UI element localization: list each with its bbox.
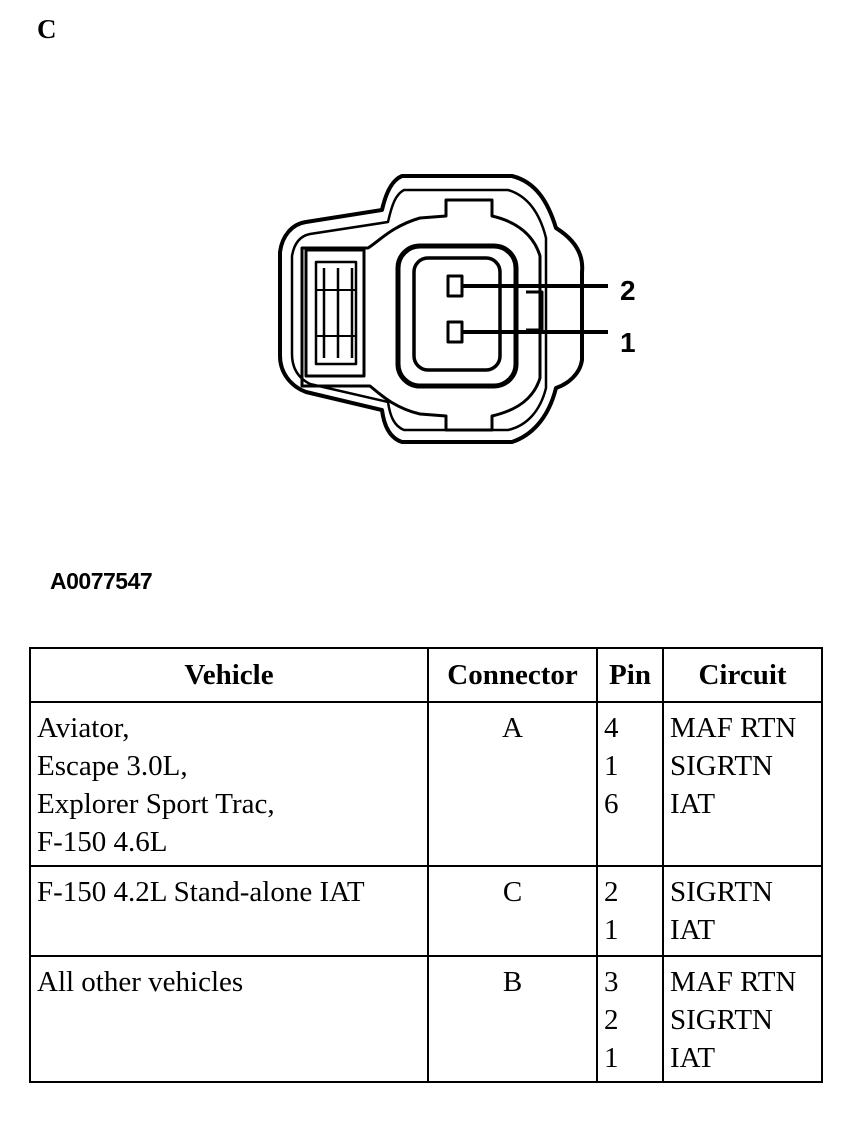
circuit-cell: [663, 702, 822, 866]
vehicle-line: Escape 3.0L,: [37, 750, 188, 782]
pin-number: 2: [604, 1004, 619, 1036]
vehicle-line: Aviator,: [37, 712, 130, 744]
vehicle-cell: [30, 702, 428, 866]
header-pin: Pin: [597, 648, 663, 702]
circuit-name: MAF RTN: [670, 712, 797, 744]
vehicle-line: All other vehicles: [37, 966, 244, 998]
table-row: [30, 866, 822, 956]
figure-id: A0077547: [50, 568, 153, 594]
connector-diagram: [0, 0, 864, 560]
circuit-cell: [663, 956, 822, 1082]
pin-number: 1: [604, 750, 619, 782]
pin-1-callout: 1: [620, 327, 636, 358]
vehicle-line: Explorer Sport Trac,: [37, 788, 275, 820]
circuit-name: MAF RTN: [670, 966, 797, 998]
pin-number: 3: [604, 966, 619, 998]
header-vehicle: Vehicle: [30, 648, 428, 702]
circuit-name: IAT: [670, 788, 716, 820]
pin-cell: [597, 702, 663, 866]
pinout-table: [29, 647, 823, 1083]
circuit-name: IAT: [670, 914, 716, 946]
pin-2-callout: 2: [620, 275, 636, 306]
circuit-name: SIGRTN: [670, 750, 773, 782]
vehicle-cell: [30, 956, 428, 1082]
pin-number: 4: [604, 712, 619, 744]
circuit-cell: [663, 866, 822, 956]
view-label: C: [37, 14, 57, 44]
pin-1-terminal: [448, 322, 462, 342]
pin-number: 1: [604, 914, 619, 946]
connector-cell: B: [428, 956, 597, 1082]
pin-cell: [597, 956, 663, 1082]
circuit-name: SIGRTN: [670, 1004, 773, 1036]
table-row: [30, 956, 822, 1082]
pin-number: 2: [604, 876, 619, 908]
pin-number: 1: [604, 1042, 619, 1074]
connector-cell: C: [428, 866, 597, 956]
header-circuit: Circuit: [663, 648, 822, 702]
circuit-name: SIGRTN: [670, 876, 773, 908]
vehicle-line: F-150 4.2L Stand-alone IAT: [37, 876, 365, 908]
connector-cell: A: [428, 702, 597, 866]
table-row: [30, 702, 822, 866]
header-connector: Connector: [428, 648, 597, 702]
table-header-row: [30, 648, 822, 702]
pin-number: 6: [604, 788, 619, 820]
vehicle-line: F-150 4.6L: [37, 826, 168, 858]
circuit-name: IAT: [670, 1042, 716, 1074]
vehicle-cell: [30, 866, 428, 956]
pin-2-terminal: [448, 276, 462, 296]
pin-cell: [597, 866, 663, 956]
